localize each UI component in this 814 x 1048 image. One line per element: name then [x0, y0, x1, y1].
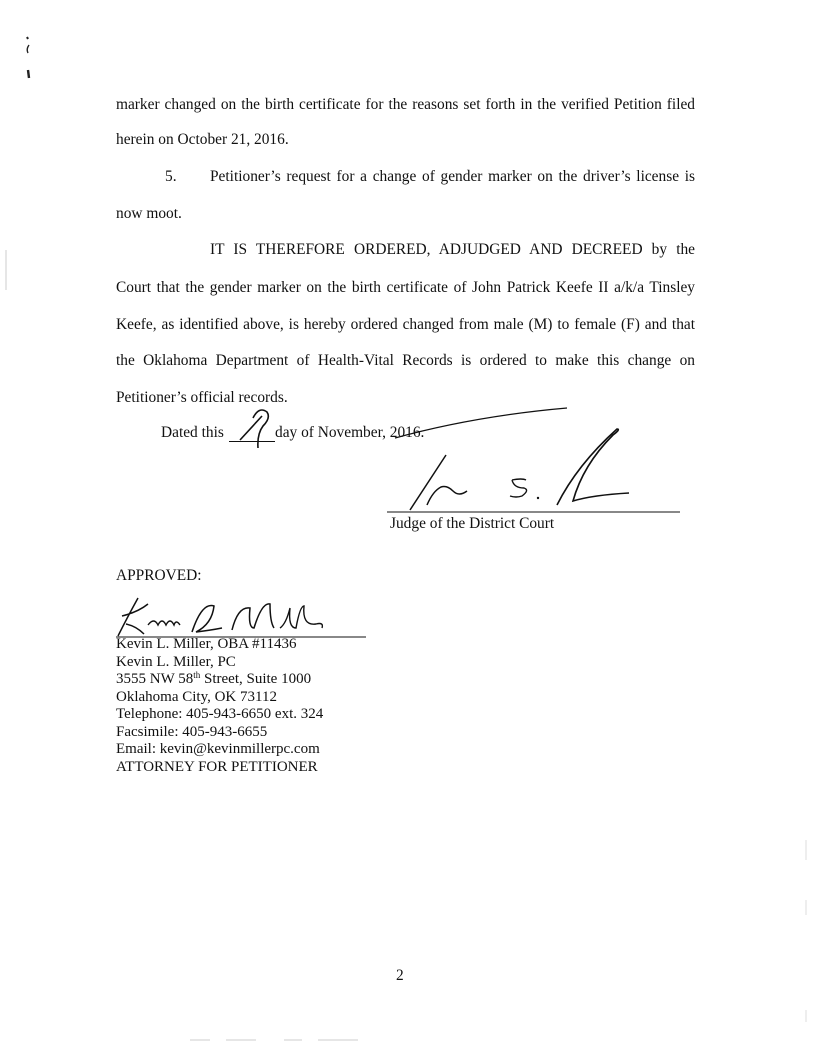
paragraph-line-4: now moot. — [116, 205, 182, 222]
attorney-firm: Kevin L. Miller, PC — [116, 653, 236, 670]
attorney-email: Email: kevin@kevinmillerpc.com — [116, 741, 320, 757]
order-line-3: Keefe, as identified above, is hereby ordered changed from male (M) to female (F) and that — [116, 316, 695, 333]
judge-title: Judge of the District Court — [390, 515, 555, 532]
paragraph-line-2: herein on October 21, 2016. — [116, 131, 289, 148]
attorney-telephone: Telephone: 405-943-6650 ext. 324 — [116, 706, 324, 722]
attorney-role: ATTORNEY FOR PETITIONER — [116, 758, 318, 775]
order-line-1: IT IS THEREFORE ORDERED, ADJUDGED AND DECREED by the — [210, 241, 695, 258]
order-line-5: Petitioner’s official records. — [116, 389, 288, 406]
approved-heading: APPROVED: — [116, 567, 202, 584]
attorney-name: Kevin L. Miller, OBA #11436 — [116, 636, 297, 652]
item-number: 5. — [165, 168, 177, 185]
dated-suffix: day of November, 2016. — [275, 424, 425, 441]
attorney-city: Oklahoma City, OK 73112 — [116, 688, 277, 705]
order-line-2: Court that the gender marker on the birth certificate of John Patrick Keefe II a/k/a Tinsley — [116, 279, 695, 296]
order-line-4: the Oklahoma Department of Health-Vital Records is ordered to make this change on — [116, 352, 695, 369]
paragraph-line-3: Petitioner’s request for a change of gender marker on the driver’s license is — [210, 168, 695, 185]
paragraph-line-1: marker changed on the birth certificate for the reasons set forth in the verified Petition filed — [116, 96, 695, 113]
dated-prefix: Dated this — [161, 424, 224, 441]
attorney-facsimile: Facsimile: 405-943-6655 — [116, 723, 268, 740]
attorney-block — [116, 636, 323, 776]
page-number: 2 — [396, 967, 404, 984]
attorney-street: 3555 NW 58th Street, Suite 1000 — [116, 670, 312, 687]
